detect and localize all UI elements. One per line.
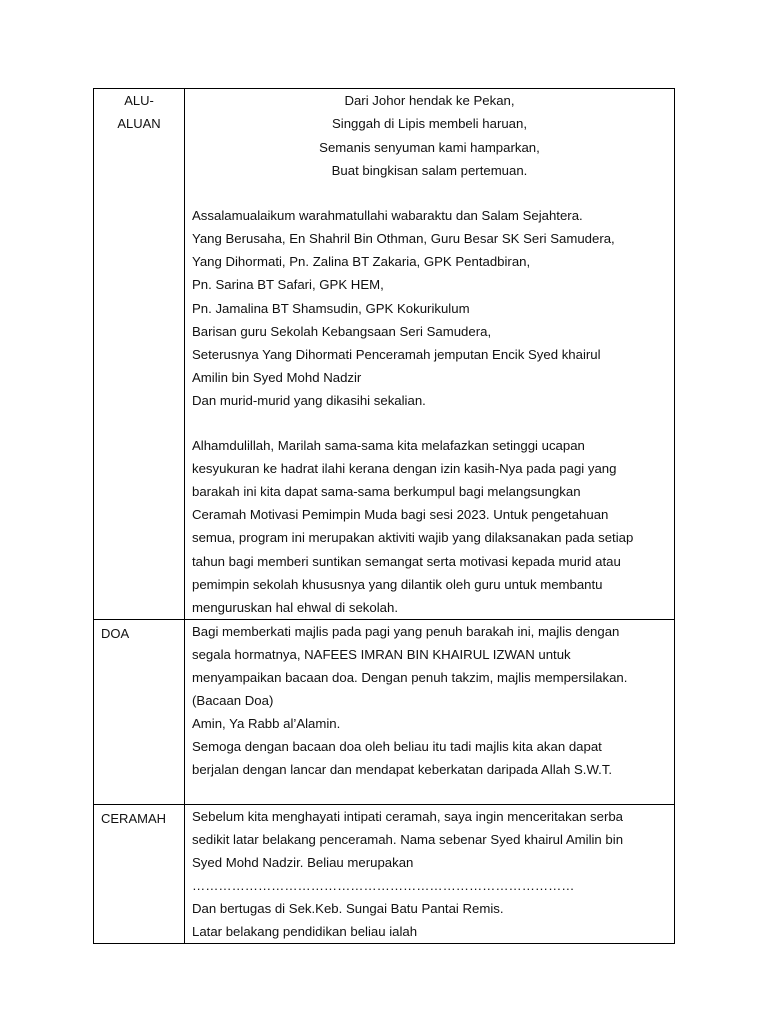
text-line: tahun bagi memberi suntikan semangat serta motivasi kepada murid atau <box>192 553 621 569</box>
text-line: barakah ini kita dapat sama-sama berkumpul bagi melangsungkan <box>192 484 581 500</box>
dotted-fill-line: …………………………………………………………………………… <box>192 878 575 894</box>
verse-line: Dari Johor hendak ke Pekan, <box>344 93 515 108</box>
label-cell <box>94 619 185 804</box>
doa-paragraph <box>185 620 674 782</box>
ceramah-paragraph <box>185 805 674 944</box>
text-line: Yang Dihormati, Pn. Zalina BT Zakaria, GPK Pentadbiran, <box>192 254 531 270</box>
label-cell <box>94 89 185 620</box>
text-line: Bagi memberkati majlis pada pagi yang penuh barakah ini, majlis dengan <box>192 623 620 639</box>
text-line: menyampaikan bacaan doa. Dengan penuh takzim, majlis mempersilakan. <box>192 669 628 685</box>
text-line: Pn. Jamalina BT Shamsudin, GPK Kokurikulum <box>192 300 470 316</box>
content-cell <box>185 619 675 804</box>
opening-paragraph <box>185 434 674 619</box>
text-line: Barisan guru Sekolah Kebangsaan Seri Samudera, <box>192 323 492 339</box>
section-label-line: ALUAN <box>117 116 161 131</box>
text-line: Pn. Sarina BT Safari, GPK HEM, <box>192 277 384 293</box>
content-cell <box>185 89 675 620</box>
text-line: berjalan dengan lancar dan mendapat keberkatan daripada Allah S.W.T. <box>192 762 613 778</box>
text-line: Ceramah Motivasi Pemimpin Muda bagi sesi 2023. Untuk pengetahuan <box>192 507 609 523</box>
section-label: CERAMAH <box>101 810 167 826</box>
text-line: Dan bertugas di Sek.Keb. Sungai Batu Pantai Remis. <box>192 901 504 917</box>
program-script-table <box>93 88 675 944</box>
text-line: Semoga dengan bacaan doa oleh beliau itu tadi majlis kita akan dapat <box>192 739 602 755</box>
text-line: Seterusnya Yang Dihormati Penceramah jemputan Encik Syed khairul <box>192 346 601 362</box>
verse-line: Buat bingkisan salam pertemuan. <box>331 162 528 178</box>
verse-line: Singgah di Lipis membeli haruan, <box>332 116 527 132</box>
text-line: Latar belakang pendidikan beliau ialah <box>192 924 418 940</box>
text-line: semua, program ini merupakan aktiviti wajib yang dilaksanakan pada setiap <box>192 530 634 546</box>
table-row-ceramah <box>94 804 675 944</box>
label-cell <box>94 804 185 944</box>
section-label: DOA <box>101 625 130 641</box>
text-line: Assalamualaikum warahmatullahi wabaraktu dan Salam Sejahtera. <box>192 208 583 224</box>
text-line: Dan murid-murid yang dikasihi sekalian. <box>192 392 426 408</box>
section-label-line: ALU- <box>124 93 154 108</box>
text-line: segala hormatnya, NAFEES IMRAN BIN KHAIRUL IZWAN untuk <box>192 646 571 662</box>
table-row-alu-aluan <box>94 89 675 620</box>
text-line: Alhamdulillah, Marilah sama-sama kita melafazkan setinggi ucapan <box>192 438 585 454</box>
text-line: Sebelum kita menghayati intipati ceramah, saya ingin menceritakan serba <box>192 808 624 824</box>
text-line: menguruskan hal ehwal di sekolah. <box>192 599 398 615</box>
text-line: sedikit latar belakang penceramah. Nama sebenar Syed khairul Amilin bin <box>192 831 624 847</box>
pantun-verse <box>185 89 674 182</box>
content-cell <box>185 804 675 944</box>
text-line: Yang Berusaha, En Shahril Bin Othman, Guru Besar SK Seri Samudera, <box>192 231 615 247</box>
text-line: Amilin bin Syed Mohd Nadzir <box>192 369 362 385</box>
verse-line: Semanis senyuman kami hamparkan, <box>319 139 540 155</box>
text-line: pemimpin sekolah khususnya yang dilantik oleh guru untuk membantu <box>192 576 603 592</box>
table-row-doa <box>94 619 675 804</box>
text-line: Amin, Ya Rabb al’Alamin. <box>192 716 341 732</box>
text-line: Syed Mohd Nadzir. Beliau merupakan <box>192 854 414 870</box>
text-line: (Bacaan Doa) <box>192 693 274 709</box>
text-line: kesyukuran ke hadrat ilahi kerana dengan izin kasih-Nya pada pagi yang <box>192 461 617 477</box>
greeting-paragraph <box>185 204 674 412</box>
